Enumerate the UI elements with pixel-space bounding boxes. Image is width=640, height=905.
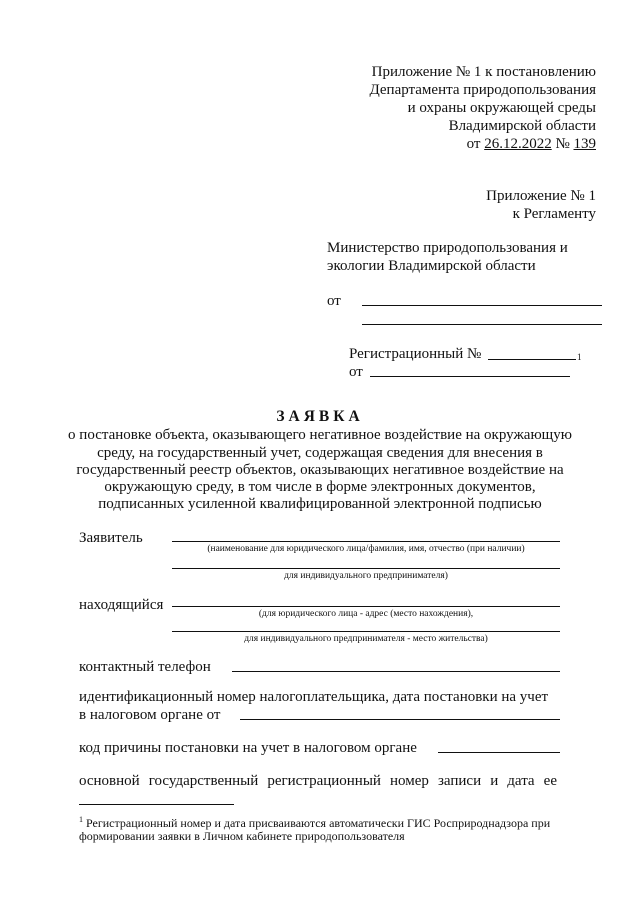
regulation-ref-line2: к Регламенту	[512, 206, 596, 222]
footnote-text-1: Регистрационный номер и дата присваиваются автоматически ГИС Росприроднадзора при	[83, 816, 551, 830]
appendix-header-line3: и охраны окружающей среды	[407, 100, 596, 116]
phone-line[interactable]	[232, 671, 560, 672]
located-hint-2: для индивидуального предпринимателя - место жительства)	[244, 634, 488, 644]
decree-date: 26.12.2022	[484, 136, 552, 152]
addressee-line1: Министерство природопользования и	[327, 240, 568, 256]
registration-from-label: от	[349, 364, 363, 380]
title-line3: государственный реестр объектов, оказывающих негативное воздействие на	[76, 462, 564, 478]
inn-line1: идентификационный номер налогоплательщика, дата постановки на учет	[79, 689, 549, 705]
appendix-header-date-line	[467, 135, 596, 153]
ogrn-line: основной государственный регистрационный номер записи и дата ее	[79, 773, 557, 789]
title-line1: о постановке объекта, оказывающего негативное воздействие на окружающую	[68, 427, 572, 443]
applicant-name-line-2[interactable]	[172, 568, 560, 569]
registration-footnote-mark: 1	[577, 352, 582, 362]
footnote-separator	[79, 804, 234, 805]
applicant-hint-2: для индивидуального предпринимателя)	[284, 571, 448, 581]
located-address-line-2[interactable]	[172, 631, 560, 632]
applicant-name-line[interactable]	[172, 541, 560, 542]
title-line2: среду, на государственный учет, содержащая сведения для внесения в	[97, 445, 543, 461]
appendix-header-line1: Приложение № 1 к постановлению	[371, 64, 596, 80]
registration-number-line[interactable]	[488, 359, 576, 360]
appendix-header-line2: Департамента природопользования	[369, 82, 596, 98]
located-hint-1: (для юридического лица - адрес (место нахождения),	[258, 609, 474, 619]
inn-line[interactable]	[240, 719, 560, 720]
sender-line-2[interactable]	[362, 324, 602, 325]
title-line5: подписанных усиленной квалифицированной электронной подписью	[98, 496, 542, 512]
located-address-line[interactable]	[172, 606, 560, 607]
applicant-label: Заявитель	[79, 530, 143, 546]
regulation-ref-line1: Приложение № 1	[486, 188, 596, 204]
registration-date-line[interactable]	[370, 376, 570, 377]
addressee-line2: экологии Владимирской области	[327, 258, 536, 274]
date-prefix: от	[466, 136, 485, 152]
phone-label: контактный телефон	[79, 659, 211, 675]
sender-line-1[interactable]	[362, 305, 602, 306]
addressee-from-label: от	[327, 293, 341, 309]
footnote-line2: формировании заявки в Личном кабинете природопользователя	[79, 829, 405, 843]
title-line4: окружающую среду, в том числе в форме электронных документов,	[104, 479, 536, 495]
registration-number-label: Регистрационный №	[349, 346, 482, 362]
located-label: находящийся	[79, 597, 164, 613]
appendix-header-line4: Владимирской области	[448, 118, 596, 134]
kpp-line[interactable]	[438, 752, 560, 753]
decree-number: 139	[573, 136, 596, 152]
applicant-hint-1: (наименование для юридического лица/фамилия, имя, отчество (при наличии)	[207, 544, 525, 554]
number-prefix: №	[551, 136, 574, 152]
kpp-label: код причины постановки на учет в налоговом органе	[79, 740, 417, 756]
document-title: ЗАЯВКА	[276, 408, 364, 425]
inn-line2: в налоговом органе от	[79, 707, 221, 723]
footnote-mark: 1	[79, 815, 83, 824]
